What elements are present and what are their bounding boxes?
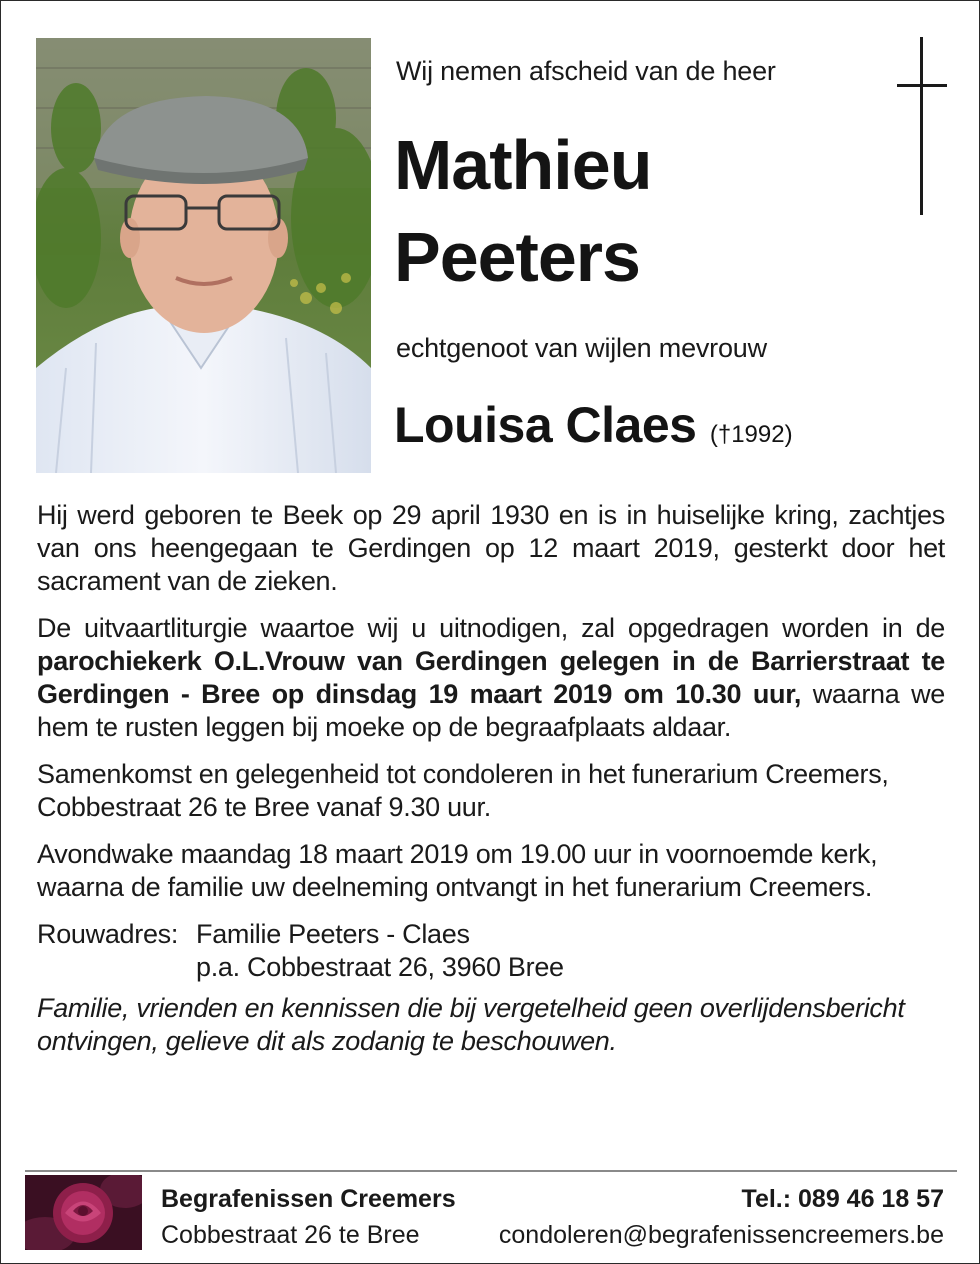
latin-cross-icon (897, 37, 947, 215)
address-label: Rouwadres: (37, 919, 179, 949)
spouse-death-year: (†1992) (709, 421, 793, 448)
funeral-home-email[interactable]: condoleren@begrafenissencreemers.be (498, 1221, 944, 1249)
vigil-paragraph: Avondwake maandag 18 maart 2019 om 19.00 uur in voornoemde kerk, waarna de familie uw deelneming ontvangt in het funerarium Creemers. (37, 839, 878, 902)
closing-note: Familie, vrienden en kennissen die bij vergetelheid geen overlijdensbericht ontvingen, gelieve dit als zodanig te beschouwen. (37, 993, 905, 1056)
condolence-paragraph: Samenkomst en gelegenheid tot condoleren in het funerarium Creemers, Cobbestraat 26 te Bree vanaf 9.30 uur. (37, 759, 889, 822)
intro-text: Wij nemen afscheid van de heer (396, 56, 776, 86)
address-line-1: Familie Peeters - Claes (196, 919, 470, 949)
first-name: Mathieu (394, 126, 652, 204)
deceased-name (394, 119, 651, 303)
address-line-2: p.a. Cobbestraat 26, 3960 Bree (196, 952, 564, 982)
last-name: Peeters (394, 218, 640, 296)
footer-divider (25, 1170, 957, 1172)
funeral-details: parochiekerk O.L.Vrouw van Gerdingen gelegen in de Barrierstraat te Gerdingen - Bree op dinsdag 19 maart 2019 om 10.30 uur, (37, 646, 945, 709)
birth-death-paragraph: Hij werd geboren te Beek op 29 april 1930 en is in huiselijke kring, zachtjes van ons heengegaan te Gerdingen op 12 maart 2019, gesterkt door het sacrament van de zieken. (37, 500, 945, 596)
notice-body (37, 499, 945, 1072)
funeral-home-name: Begrafenissen Creemers (161, 1185, 456, 1213)
funeral-home-phone[interactable]: Tel.: 089 46 18 57 (741, 1185, 944, 1213)
spouse-line (394, 396, 793, 454)
funeral-paragraph: De uitvaartliturgie waartoe wij u uitnodigen, zal opgedragen worden in de parochiekerk O.L.Vrouw van Gerdingen gelegen in de Barrierstraat te Gerdingen - Bree op dinsdag 19 maart 2019 om 10.30 uur, waarna we hem te rusten leggen bij moeke op de begraafplaats aldaar. (37, 613, 945, 742)
rose-logo-icon (25, 1175, 142, 1250)
mourning-address (37, 918, 945, 984)
portrait-photo (36, 38, 371, 473)
funeral-home-address: Cobbestraat 26 te Bree (161, 1221, 420, 1249)
spouse-intro-text: echtgenoot van wijlen mevrouw (396, 333, 767, 363)
spouse-name: Louisa Claes (394, 397, 697, 453)
